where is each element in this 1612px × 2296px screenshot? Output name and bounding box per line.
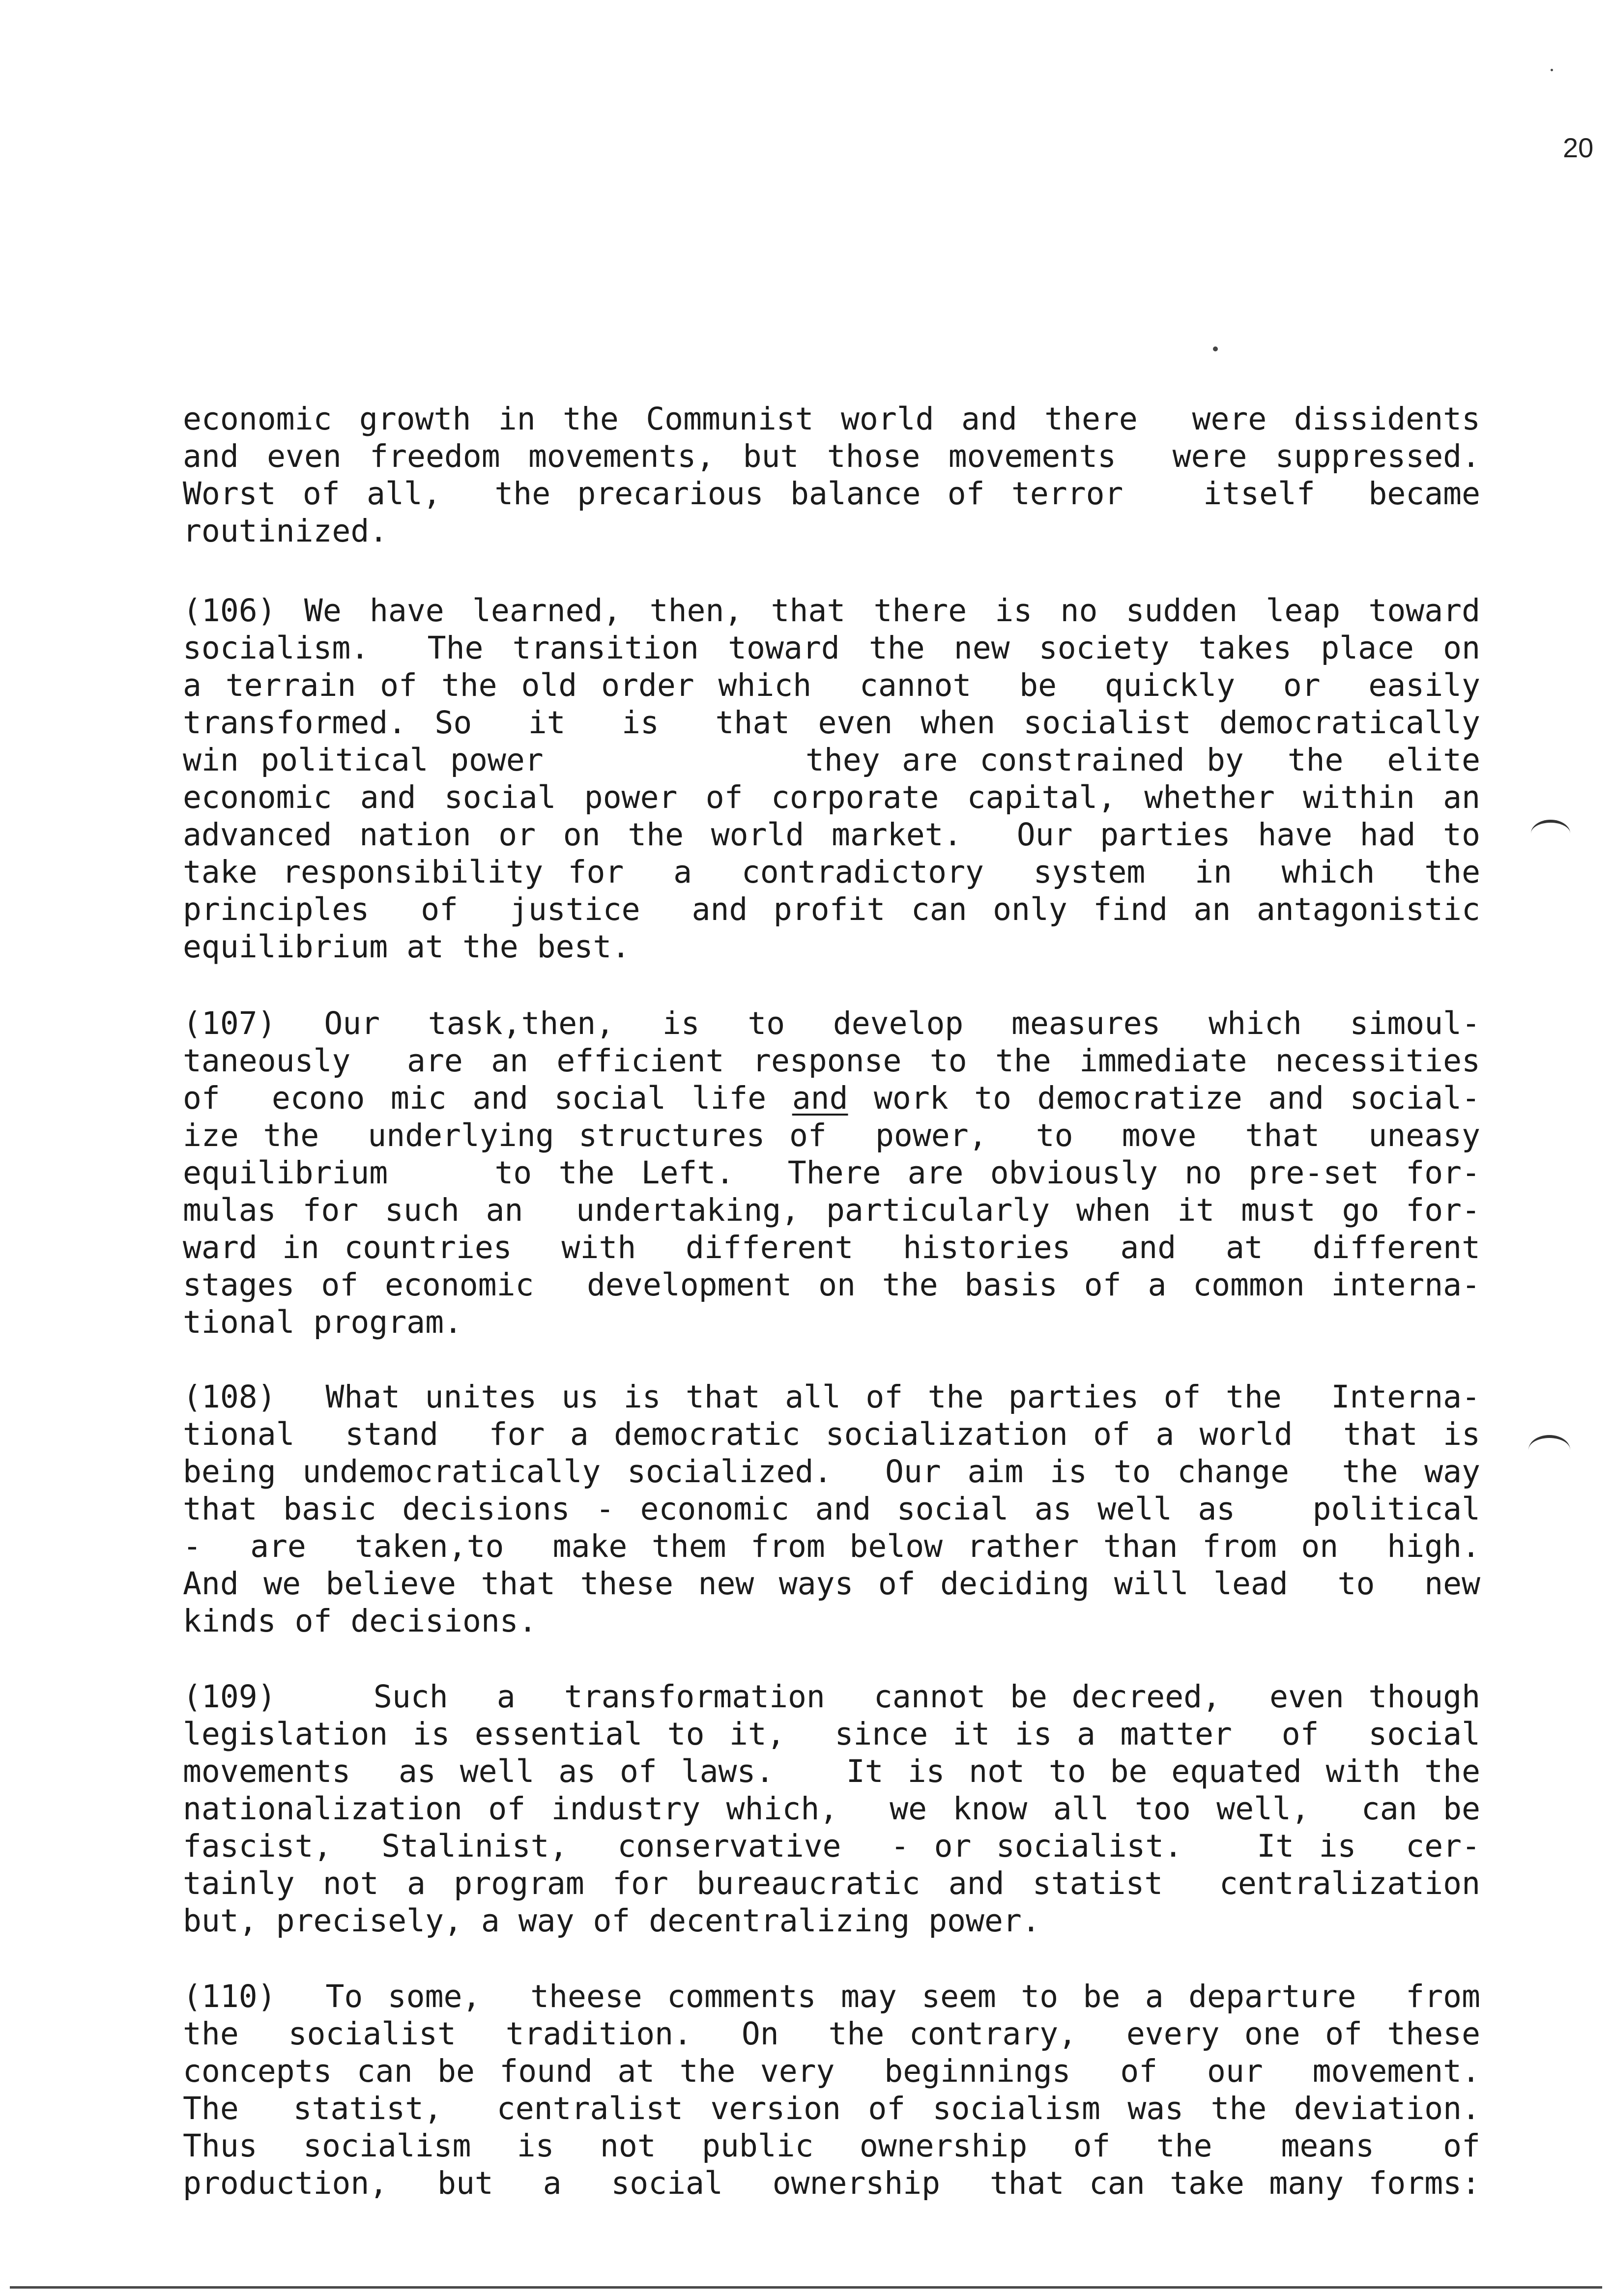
text-line: tainly not a program for bureaucratic and statist centralization [183, 1866, 1480, 1901]
margin-mark [1528, 1435, 1570, 1465]
paragraph-continuation [183, 401, 1480, 550]
text-line: (108) What unites us is that all of the parties of the Interna- [183, 1379, 1480, 1415]
text-line: (107) Our task,then, is to develop measures which simoul- [183, 1005, 1480, 1041]
text-line: Thus socialism is not public ownership of the means of [183, 2128, 1480, 2164]
text-line: Worst of all, the precarious balance of terror itself became [183, 476, 1480, 512]
text-line: The statist, centralist version of socialism was the deviation. [183, 2091, 1480, 2126]
paragraph-109 [183, 1678, 1480, 1940]
text-line: routinized. [183, 513, 388, 549]
scan-speck [1213, 346, 1218, 351]
text-line: (106) We have learned, then, that there is no sudden leap toward [183, 593, 1480, 629]
bottom-edge-rule [10, 2286, 1602, 2289]
text-line: stages of economic development on the basis of a common interna- [183, 1267, 1480, 1303]
text-line: but, precisely, a way of decentralizing power. [183, 1903, 1040, 1939]
text-line: equilibrium at the best. [183, 929, 631, 965]
text-line: take responsibility for a contradictory system in which the [183, 854, 1480, 890]
text-line: tional stand for a democratic socialization of a world that is [183, 1416, 1480, 1452]
text-line: fascist, Stalinist, conservative - or socialist. It is cer- [183, 1828, 1480, 1864]
text-line: nationalization of industry which, we know all too well, can be [183, 1791, 1480, 1827]
text-line: of econo mic and social life and work to democratize and social- [183, 1080, 1480, 1116]
scan-speck [1551, 69, 1553, 71]
text-line: a terrain of the old order which cannot be quickly or easily [183, 667, 1480, 703]
text-line: tional program. [183, 1304, 462, 1340]
text-line: (110) To some, theese comments may seem to be a departure from [183, 1979, 1480, 2014]
text-line: advanced nation or on the world market. Our parties have had to [183, 817, 1480, 853]
text-line: (109) Such a transformation cannot be decreed, even though [183, 1679, 1480, 1715]
text-line: And we believe that these new ways of deciding will lead to new [183, 1566, 1480, 1602]
text-line: that basic decisions - economic and social as well as political [183, 1491, 1480, 1527]
text-line: ward in countries with different histories and at different [183, 1230, 1480, 1265]
text-line: being undemocratically socialized. Our aim is to change the way [183, 1454, 1480, 1490]
text-line: economic growth in the Communist world and there were dissidents [183, 401, 1480, 437]
text-line: principles of justice and profit can only find an antagonistic [183, 891, 1480, 927]
text-line: the socialist tradition. On the contrary, every one of these [183, 2016, 1480, 2052]
text-line: economic and social power of corporate capital, whether within an [183, 779, 1480, 815]
text-line: and even freedom movements, but those movements were suppressed. [183, 438, 1480, 474]
text-line: equilibrium to the Left. There are obviously no pre-set for- [183, 1155, 1480, 1191]
page-number: 20 [1563, 132, 1594, 163]
text-line: legislation is essential to it, since it is a matter of social [183, 1716, 1480, 1752]
text-line: production, but a social ownership that can take many forms: [183, 2165, 1480, 2201]
underlined-and: and [792, 1080, 848, 1116]
text-line: taneously are an efficient response to the immediate necessities [183, 1043, 1480, 1079]
margin-mark [1531, 820, 1570, 847]
text-line: movements as well as of laws. It is not to be equated with the [183, 1753, 1480, 1789]
text-line: kinds of decisions. [183, 1603, 537, 1639]
text-line: mulas for such an undertaking, particularly when it must go for- [183, 1192, 1480, 1228]
paragraph-110 [183, 1978, 1480, 2202]
paragraph-108 [183, 1378, 1480, 1640]
paragraph-106 [183, 592, 1480, 966]
text-line: transformed. So it is that even when socialist democratically [183, 705, 1480, 741]
text-line: concepts can be found at the very beginnings of our movement. [183, 2053, 1480, 2089]
text-line: ize the underlying structures of power, to move that uneasy [183, 1118, 1480, 1153]
paragraph-107 [183, 1005, 1480, 1341]
text-line: socialism. The transition toward the new society takes place on [183, 630, 1480, 666]
text-line: win political power they are constrained by the elite [183, 742, 1480, 778]
text-line: - are taken,to make them from below rather than from on high. [183, 1528, 1480, 1564]
